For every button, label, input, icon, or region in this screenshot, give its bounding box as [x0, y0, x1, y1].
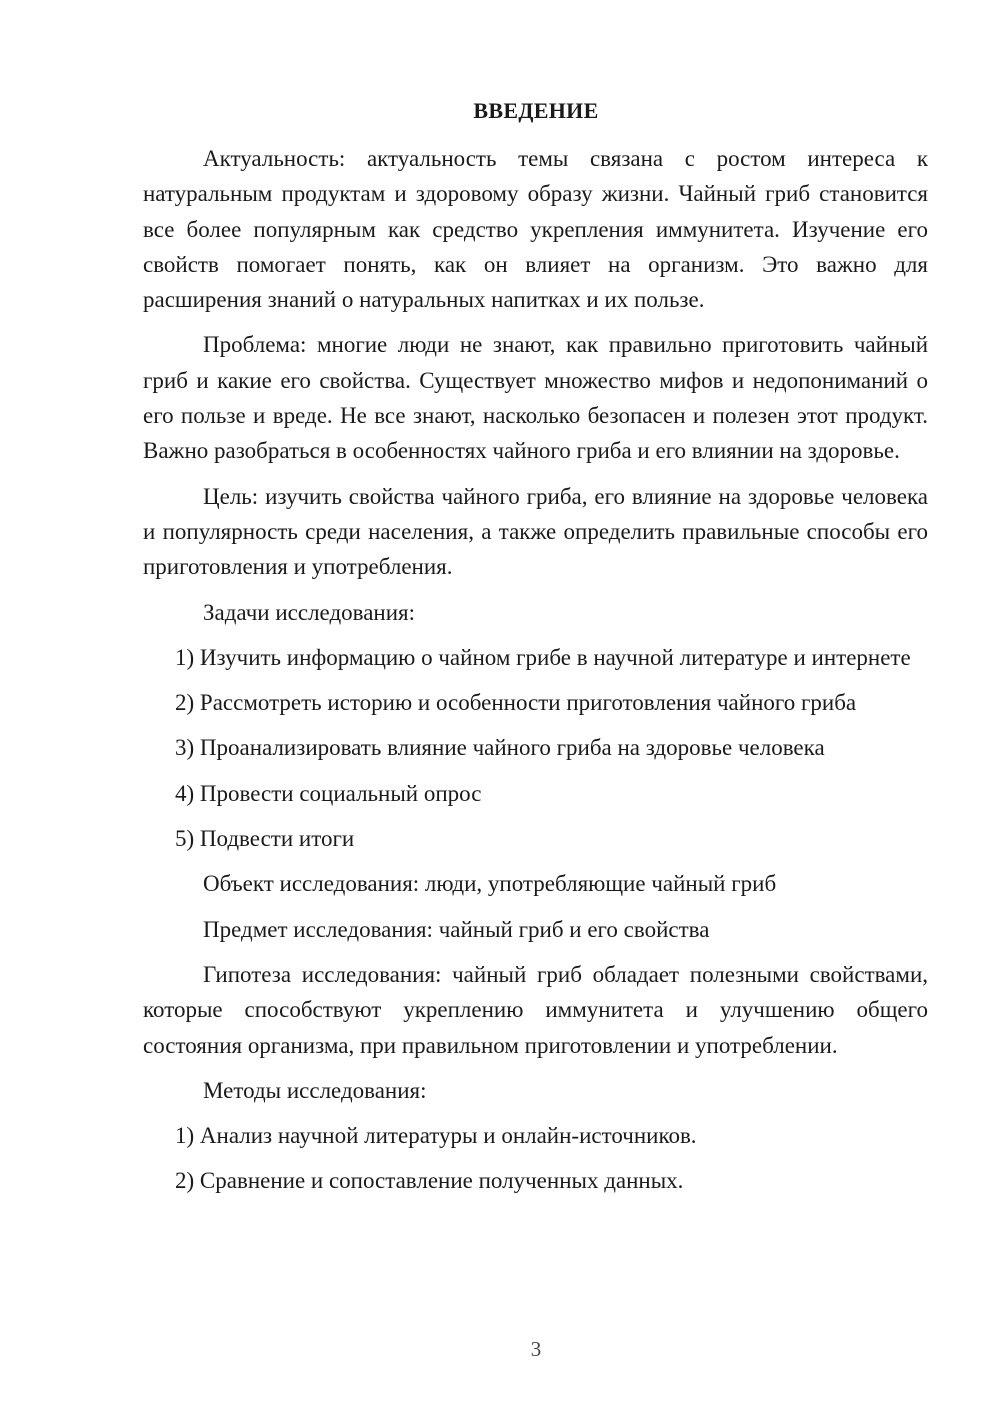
tasks-heading: Задачи исследования:	[203, 599, 416, 625]
method-item-1: 1) Анализ научной литературы и онлайн-источников.	[175, 1123, 697, 1149]
page-number: 3	[530, 1337, 542, 1361]
research-object: Объект исследования: люди, употребляющие чайный гриб	[203, 871, 777, 897]
task-item-5: 5) Подвести итоги	[175, 826, 355, 852]
task-item-4: 4) Провести социальный опрос	[175, 780, 482, 806]
method-item-2: 2) Сравнение и сопоставление полученных данных.	[175, 1168, 684, 1194]
page-title: ВВЕДЕНИЕ	[473, 98, 599, 123]
paragraph-relevance: Актуальность: актуальность темы связана с ростом интереса к натуральным продуктам и здоровому образу жизни. Чайный гриб становится все более популярным как средство укрепления иммунитета. Изучение его свойств помогает понять, как он влияет на организм. Это важно для расширения знаний о натуральных напитках и их пользе.	[143, 146, 928, 313]
task-item-2: 2) Рассмотреть историю и особенности приготовления чайного гриба	[175, 690, 857, 716]
task-item-1: 1) Изучить информацию о чайном грибе в научной литературе и интернете	[175, 644, 911, 670]
paragraph-problem: Проблема: многие люди не знают, как правильно приготовить чайный гриб и какие его свойства. Существует множество мифов и недопониманий о его пользе и вреде. Не все знают, насколько безопасен и полезен этот продукт. Важно разобраться в особенностях чайного гриба и его влиянии на здоровье.	[143, 332, 928, 464]
paragraph-goal: Цель: изучить свойства чайного гриба, его влияние на здоровье человека и популярность среди населения, а также определить правильные способы его приготовления и употребления.	[143, 483, 928, 580]
research-hypothesis: Гипотеза исследования: чайный гриб обладает полезными свойствами, которые способствуют укреплению иммунитета и улучшению общего состояния организма, при правильном приготовлении и употреблении.	[143, 961, 928, 1058]
methods-heading: Методы исследования:	[203, 1077, 427, 1103]
task-item-3: 3) Проанализировать влияние чайного гриба на здоровье человека	[175, 735, 825, 761]
document-body	[143, 141, 928, 1199]
research-subject: Предмет исследования: чайный гриб и его свойства	[203, 916, 710, 942]
